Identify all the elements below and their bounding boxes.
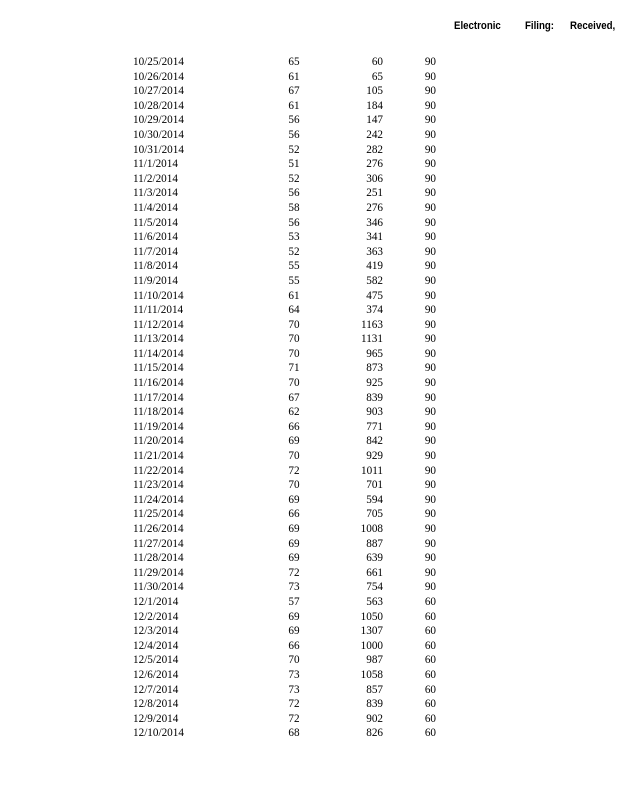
table-row: [0, 522, 618, 537]
value-a-cell: 69: [288, 537, 300, 550]
value-b-cell: 857: [366, 683, 383, 696]
value-c-cell: 90: [424, 231, 436, 244]
value-c-cell: 90: [424, 85, 436, 98]
value-b-cell: 826: [366, 727, 383, 740]
table-row: [0, 683, 618, 698]
value-b-cell: 147: [366, 114, 383, 127]
value-a-cell: 57: [288, 595, 300, 608]
header-electronic: Electronic: [454, 20, 501, 32]
table-row: [0, 493, 618, 508]
value-c-cell: 90: [424, 216, 436, 229]
value-a-cell: 70: [288, 333, 300, 346]
value-b-cell: 1050: [360, 610, 383, 623]
date-cell: 12/9/2014: [133, 712, 179, 725]
value-b-cell: 839: [366, 391, 383, 404]
table-row: [0, 128, 618, 143]
date-cell: 10/27/2014: [133, 85, 184, 98]
date-cell: 11/15/2014: [133, 362, 184, 375]
date-cell: 10/28/2014: [133, 99, 184, 112]
date-cell: 12/4/2014: [133, 639, 179, 652]
value-a-cell: 72: [288, 566, 300, 579]
value-b-cell: 873: [366, 362, 383, 375]
table-row: [0, 216, 618, 231]
value-a-cell: 73: [288, 581, 300, 594]
date-cell: 12/2/2014: [133, 610, 179, 623]
value-c-cell: 90: [424, 128, 436, 141]
table-row: [0, 624, 618, 639]
value-a-cell: 62: [288, 406, 300, 419]
value-a-cell: 66: [288, 508, 300, 521]
value-a-cell: 64: [288, 304, 300, 317]
table-row: [0, 595, 618, 610]
value-b-cell: 965: [366, 347, 383, 360]
table-row: [0, 478, 618, 493]
page-header: [452, 20, 618, 36]
value-b-cell: 902: [366, 712, 383, 725]
table-row: [0, 376, 618, 391]
value-c-cell: 60: [424, 639, 436, 652]
table-row: [0, 580, 618, 595]
date-cell: 11/20/2014: [133, 435, 184, 448]
date-cell: 12/10/2014: [133, 727, 184, 740]
value-b-cell: 1131: [361, 333, 383, 346]
date-cell: 11/16/2014: [133, 377, 184, 390]
table-row: [0, 712, 618, 727]
value-b-cell: 903: [366, 406, 383, 419]
value-a-cell: 67: [288, 391, 300, 404]
date-cell: 10/26/2014: [133, 70, 184, 83]
value-b-cell: 563: [366, 595, 383, 608]
table-row: [0, 361, 618, 376]
value-a-cell: 66: [288, 639, 300, 652]
table-row: [0, 70, 618, 85]
date-cell: 11/6/2014: [133, 231, 178, 244]
date-cell: 11/18/2014: [133, 406, 184, 419]
table-row: [0, 201, 618, 216]
value-b-cell: 374: [366, 304, 383, 317]
value-c-cell: 90: [424, 245, 436, 258]
value-b-cell: 1163: [361, 318, 383, 331]
date-cell: 11/7/2014: [133, 245, 178, 258]
date-cell: 11/10/2014: [133, 289, 184, 302]
value-b-cell: 276: [366, 201, 383, 214]
value-b-cell: 771: [366, 420, 383, 433]
value-b-cell: 839: [366, 698, 383, 711]
value-c-cell: 90: [424, 201, 436, 214]
table-row: [0, 230, 618, 245]
value-b-cell: 341: [366, 231, 383, 244]
value-c-cell: 90: [424, 172, 436, 185]
value-c-cell: 90: [424, 420, 436, 433]
value-a-cell: 72: [288, 698, 300, 711]
value-c-cell: 90: [424, 581, 436, 594]
value-b-cell: 639: [366, 552, 383, 565]
table-row: [0, 391, 618, 406]
value-c-cell: 90: [424, 566, 436, 579]
value-b-cell: 1000: [360, 639, 383, 652]
header-received: Received,: [570, 20, 616, 32]
value-c-cell: 90: [424, 435, 436, 448]
date-cell: 11/11/2014: [133, 304, 184, 317]
value-a-cell: 70: [288, 479, 300, 492]
date-cell: 12/7/2014: [133, 683, 179, 696]
date-cell: 11/17/2014: [133, 391, 184, 404]
value-a-cell: 70: [288, 654, 300, 667]
value-a-cell: 55: [288, 274, 300, 287]
date-cell: 11/8/2014: [133, 260, 178, 273]
value-a-cell: 52: [288, 172, 300, 185]
date-cell: 12/3/2014: [133, 625, 179, 638]
value-c-cell: 90: [424, 274, 436, 287]
date-cell: 11/3/2014: [133, 187, 178, 200]
value-a-cell: 69: [288, 625, 300, 638]
value-c-cell: 90: [424, 70, 436, 83]
value-a-cell: 56: [288, 128, 300, 141]
value-a-cell: 73: [288, 683, 300, 696]
value-b-cell: 987: [366, 654, 383, 667]
date-cell: 11/22/2014: [133, 464, 184, 477]
value-c-cell: 90: [424, 114, 436, 127]
value-c-cell: 90: [424, 523, 436, 535]
value-b-cell: 887: [366, 537, 383, 550]
value-a-cell: 73: [288, 668, 300, 681]
date-cell: 10/30/2014: [133, 128, 184, 141]
value-a-cell: 53: [288, 231, 300, 244]
date-cell: 11/25/2014: [133, 508, 184, 521]
table-row: [0, 84, 618, 99]
table-row: [0, 405, 618, 420]
table-row: [0, 186, 618, 201]
value-c-cell: 90: [424, 260, 436, 273]
table-row: [0, 551, 618, 566]
table-row: [0, 274, 618, 289]
table-row: [0, 420, 618, 435]
value-a-cell: 55: [288, 260, 300, 273]
value-c-cell: 90: [424, 158, 436, 171]
value-b-cell: 929: [366, 450, 383, 463]
value-b-cell: 582: [366, 274, 383, 287]
value-c-cell: 60: [424, 668, 436, 681]
value-a-cell: 69: [288, 523, 300, 535]
value-c-cell: 90: [424, 187, 436, 200]
value-b-cell: 346: [366, 216, 383, 229]
value-a-cell: 56: [288, 216, 300, 229]
value-c-cell: 60: [424, 712, 436, 725]
table-row: [0, 668, 618, 683]
value-c-cell: 60: [424, 654, 436, 667]
header-filing: Filing:: [525, 20, 555, 32]
value-c-cell: 90: [424, 406, 436, 419]
value-a-cell: 69: [288, 552, 300, 565]
value-b-cell: 363: [366, 245, 383, 258]
value-b-cell: 701: [366, 479, 383, 492]
value-b-cell: 105: [366, 85, 383, 98]
table-row: [0, 259, 618, 274]
value-a-cell: 70: [288, 377, 300, 390]
value-b-cell: 184: [366, 99, 383, 112]
value-c-cell: 90: [424, 333, 436, 346]
table-row: [0, 464, 618, 479]
date-cell: 11/5/2014: [133, 216, 178, 229]
value-a-cell: 68: [288, 727, 300, 740]
value-a-cell: 52: [288, 245, 300, 258]
value-c-cell: 60: [424, 683, 436, 696]
value-a-cell: 67: [288, 85, 300, 98]
value-c-cell: 60: [424, 610, 436, 623]
value-a-cell: 51: [288, 158, 300, 171]
value-b-cell: 475: [366, 289, 383, 302]
value-c-cell: 90: [424, 450, 436, 463]
value-b-cell: 754: [366, 581, 383, 594]
value-a-cell: 66: [288, 420, 300, 433]
value-a-cell: 65: [288, 56, 300, 68]
value-c-cell: 90: [424, 347, 436, 360]
table-row: [0, 157, 618, 172]
data-table: [0, 55, 618, 741]
value-a-cell: 70: [288, 318, 300, 331]
value-a-cell: 58: [288, 201, 300, 214]
table-row: [0, 332, 618, 347]
value-b-cell: 282: [366, 143, 383, 156]
date-cell: 12/6/2014: [133, 668, 179, 681]
value-c-cell: 90: [424, 56, 436, 68]
value-a-cell: 72: [288, 464, 300, 477]
value-c-cell: 90: [424, 552, 436, 565]
value-a-cell: 61: [288, 70, 300, 83]
value-c-cell: 90: [424, 508, 436, 521]
table-row: [0, 245, 618, 260]
value-a-cell: 69: [288, 610, 300, 623]
date-cell: 11/9/2014: [133, 274, 178, 287]
date-cell: 11/14/2014: [133, 347, 184, 360]
value-b-cell: 419: [366, 260, 383, 273]
date-cell: 11/21/2014: [133, 450, 184, 463]
value-c-cell: 90: [424, 479, 436, 492]
value-b-cell: 1058: [360, 668, 383, 681]
date-cell: 12/5/2014: [133, 654, 179, 667]
value-a-cell: 71: [288, 362, 300, 375]
value-c-cell: 90: [424, 99, 436, 112]
value-b-cell: 661: [366, 566, 383, 579]
date-cell: 10/31/2014: [133, 143, 184, 156]
date-cell: 11/23/2014: [133, 479, 184, 492]
table-row: [0, 303, 618, 318]
date-cell: 10/25/2014: [133, 56, 184, 68]
value-b-cell: 705: [366, 508, 383, 521]
table-row: [0, 55, 618, 70]
date-cell: 11/29/2014: [133, 566, 184, 579]
table-row: [0, 697, 618, 712]
value-b-cell: 842: [366, 435, 383, 448]
table-row: [0, 289, 618, 304]
table-row: [0, 449, 618, 464]
value-b-cell: 65: [371, 70, 383, 83]
table-row: [0, 434, 618, 449]
value-a-cell: 72: [288, 712, 300, 725]
table-row: [0, 113, 618, 128]
date-cell: 11/19/2014: [133, 420, 184, 433]
value-a-cell: 56: [288, 187, 300, 200]
value-a-cell: 70: [288, 450, 300, 463]
date-cell: 12/1/2014: [133, 595, 179, 608]
value-c-cell: 90: [424, 143, 436, 156]
value-c-cell: 90: [424, 318, 436, 331]
value-c-cell: 90: [424, 537, 436, 550]
value-c-cell: 90: [424, 289, 436, 302]
value-c-cell: 90: [424, 464, 436, 477]
date-cell: 11/13/2014: [133, 333, 184, 346]
value-b-cell: 251: [366, 187, 383, 200]
table-row: [0, 653, 618, 668]
value-a-cell: 56: [288, 114, 300, 127]
date-cell: 11/28/2014: [133, 552, 184, 565]
table-row: [0, 143, 618, 158]
table-row: [0, 726, 618, 741]
value-b-cell: 1008: [360, 523, 383, 535]
value-c-cell: 90: [424, 493, 436, 506]
date-cell: 11/27/2014: [133, 537, 184, 550]
value-a-cell: 69: [288, 493, 300, 506]
value-b-cell: 60: [371, 56, 383, 68]
value-b-cell: 594: [366, 493, 383, 506]
value-b-cell: 276: [366, 158, 383, 171]
value-a-cell: 61: [288, 289, 300, 302]
table-row: [0, 318, 618, 333]
table-row: [0, 537, 618, 552]
date-cell: 11/30/2014: [133, 581, 184, 594]
value-b-cell: 925: [366, 377, 383, 390]
value-b-cell: 306: [366, 172, 383, 185]
value-b-cell: 242: [366, 128, 383, 141]
table-row: [0, 347, 618, 362]
value-a-cell: 70: [288, 347, 300, 360]
value-a-cell: 52: [288, 143, 300, 156]
value-c-cell: 90: [424, 362, 436, 375]
table-row: [0, 566, 618, 581]
date-cell: 11/24/2014: [133, 493, 184, 506]
value-a-cell: 69: [288, 435, 300, 448]
value-b-cell: 1011: [361, 464, 383, 477]
value-c-cell: 90: [424, 304, 436, 317]
date-cell: 11/1/2014: [133, 158, 178, 171]
value-a-cell: 61: [288, 99, 300, 112]
value-c-cell: 90: [424, 377, 436, 390]
value-c-cell: 90: [424, 391, 436, 404]
date-cell: 11/4/2014: [133, 201, 178, 214]
table-row: [0, 610, 618, 625]
value-c-cell: 60: [424, 727, 436, 740]
date-cell: 11/12/2014: [133, 318, 184, 331]
date-cell: 11/26/2014: [133, 523, 184, 535]
table-row: [0, 172, 618, 187]
table-row: [0, 99, 618, 114]
value-c-cell: 60: [424, 595, 436, 608]
value-c-cell: 60: [424, 698, 436, 711]
date-cell: 10/29/2014: [133, 114, 184, 127]
table-row: [0, 507, 618, 522]
date-cell: 11/2/2014: [133, 172, 178, 185]
table-row: [0, 639, 618, 654]
value-c-cell: 60: [424, 625, 436, 638]
value-b-cell: 1307: [360, 625, 383, 638]
date-cell: 12/8/2014: [133, 698, 179, 711]
